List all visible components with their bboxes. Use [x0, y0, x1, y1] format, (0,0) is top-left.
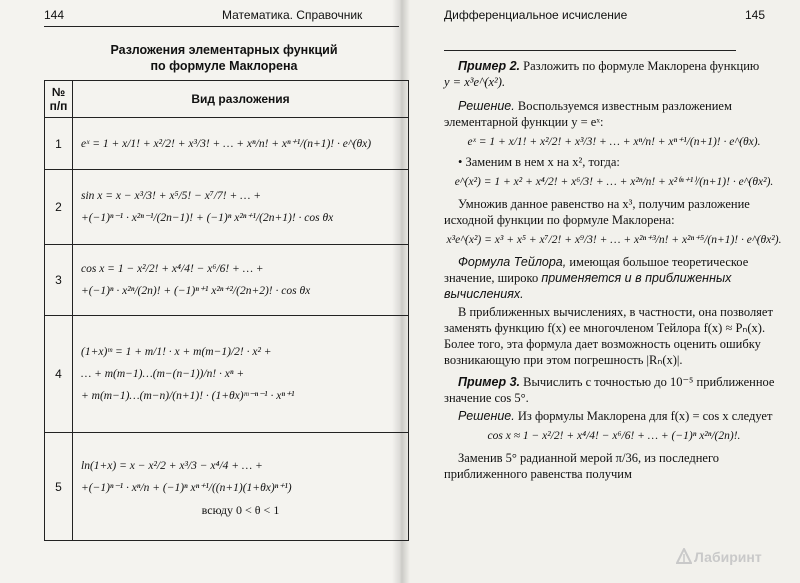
final-paragraph: Заменив 5° радианной мерой π/36, из последнего приближенного равенства получим	[444, 451, 720, 481]
col-num-line1: №	[51, 85, 66, 99]
col-header-form: Вид разложения	[73, 81, 409, 118]
row-number: 1	[45, 118, 73, 170]
taylor-text-2: применяется и в приближенных вычислениях.	[444, 271, 732, 301]
table-row	[45, 245, 409, 316]
right-page-number: 145	[745, 8, 766, 22]
equation-exp-x2: e^(x²) = 1 + x² + x⁴/2! + x⁶/3! + … + x²ⁿ/n! + x²⁽ⁿ⁺¹⁾/(n+1)! · e^(θx²).	[454, 176, 774, 188]
row-formula	[73, 316, 409, 433]
right-head-rule	[444, 50, 736, 51]
labirint-watermark	[676, 548, 788, 574]
example-2-text: Разложить по формуле Маклорена функцию	[520, 59, 760, 73]
right-running-head: Дифференциальное исчисление	[444, 8, 628, 22]
table-title-line2: по формуле Маклорена	[150, 59, 298, 73]
solution-3-text: Из формулы Маклорена для f(x) = cos x следует	[514, 409, 773, 423]
example-2-label: Пример 2.	[458, 59, 520, 73]
row-formula	[73, 433, 409, 541]
multiply-paragraph: Умножив данное равенство на x³, получим разложение исходной функции по формуле Маклорена:	[444, 197, 750, 227]
table-row	[45, 118, 409, 170]
col-num-line2: п/п	[49, 99, 68, 113]
equation-exp: eˣ = 1 + x/1! + x²/2! + x³/3! + … + xⁿ/n! + xⁿ⁺¹/(n+1)! · e^(θx).	[467, 136, 761, 148]
table-row	[45, 433, 409, 541]
right-page-text	[444, 58, 784, 484]
solution-3	[444, 408, 784, 424]
approx-paragraph: В приближенных вычислениях, в частности, она позволяет заменять функцию f(x) ее многочленом Тейлора f(x) ≈ Pₙ(x). Более того, эта формула дает возможность оценить ошибку возникающую при этом погрешность |Rₙ(x)|.	[444, 305, 773, 367]
formula-line: +(−1)ⁿ⁻¹ · xⁿ/n + (−1)ⁿ xⁿ⁺¹/((n+1)(1+θx)ⁿ⁺¹)	[81, 482, 292, 494]
table-header-row	[45, 81, 409, 118]
example-3-text: Вычислить с точностью до 10⁻⁵ приближенное значение cos 5°.	[444, 375, 775, 405]
formula-line: +(−1)ⁿ⁻¹ · x²ⁿ⁻¹/(2n−1)! + (−1)ⁿ x²ⁿ⁺¹/(2n+1)! · cos θx	[81, 212, 334, 224]
table-title-line1: Разложения элементарных функций	[110, 43, 338, 57]
row-number: 5	[45, 433, 73, 541]
table-title	[44, 42, 404, 74]
taylor-text-1: имеющая большое теоретическое значение, широко	[444, 255, 749, 285]
row-number: 2	[45, 170, 73, 245]
left-page-number: 144	[44, 8, 65, 22]
left-running-head: Математика. Справочник	[222, 8, 363, 22]
taylor-paragraph	[444, 254, 784, 302]
formula-line: eˣ = 1 + x/1! + x²/2! + x³/3! + … + xⁿ/n! + xⁿ⁺¹/(n+1)! · e^(θx)	[81, 137, 372, 150]
example-3	[444, 374, 784, 406]
col-header-number	[45, 81, 73, 118]
theta-note: всюду 0 < θ < 1	[201, 503, 280, 517]
taylor-label: Формула Тейлора,	[458, 255, 567, 269]
example-2	[444, 58, 784, 90]
equation-cos: cos x ≈ 1 − x²/2! + x⁴/4! − x⁶/6! + … + (−1)ⁿ x²ⁿ/(2n)!.	[487, 430, 741, 442]
table-row	[45, 316, 409, 433]
left-head-rule	[44, 26, 399, 27]
solution-3-label: Решение.	[458, 409, 515, 423]
watermark-text: Лабиринт	[694, 549, 762, 565]
formula-line: sin x = x − x³/3! + x⁵/5! − x⁷/7! + … +	[81, 190, 261, 202]
row-number: 3	[45, 245, 73, 316]
solution-2-text: Воспользуемся известным разложением элементарной функции y = eˣ:	[444, 99, 732, 129]
table-row	[45, 170, 409, 245]
formula-line: cos x = 1 − x²/2! + x⁴/4! − x⁶/6! + … +	[81, 263, 264, 275]
example-2-function: y = x³e^(x²).	[444, 75, 506, 89]
formula-line: … + m(m−1)…(m−(n−1))/n! · xⁿ +	[81, 368, 245, 380]
row-number: 4	[45, 316, 73, 433]
formula-line: (1+x)ᵐ = 1 + m/1! · x + m(m−1)/2! · x² +	[81, 346, 272, 358]
formula-line: + m(m−1)…(m−n)/(n+1)! · (1+θx)ᵐ⁻ⁿ⁻¹ · xⁿ⁺¹	[81, 390, 295, 402]
row-formula	[73, 245, 409, 316]
maclaurin-table	[44, 80, 409, 541]
row-formula	[73, 118, 409, 170]
example-3-label: Пример 3.	[458, 375, 520, 389]
row-formula	[73, 170, 409, 245]
equation-result: x³e^(x²) = x³ + x⁵ + x⁷/2! + x⁹/3! + … + x²ⁿ⁺³/n! + x²ⁿ⁺⁵/(n+1)! · e^(θx²).	[446, 234, 782, 246]
solution-2-label: Решение.	[458, 99, 515, 113]
formula-line: +(−1)ⁿ · x²ⁿ/(2n)! + (−1)ⁿ⁺¹ x²ⁿ⁺²/(2n+2)! · cos θx	[81, 285, 311, 297]
labirint-logo-icon	[676, 548, 692, 564]
solution-2	[444, 98, 784, 130]
formula-line: ln(1+x) = x − x²/2 + x³/3 − x⁴/4 + … +	[81, 460, 263, 472]
replace-paragraph: • Заменим в нем x на x², тогда:	[458, 155, 620, 169]
